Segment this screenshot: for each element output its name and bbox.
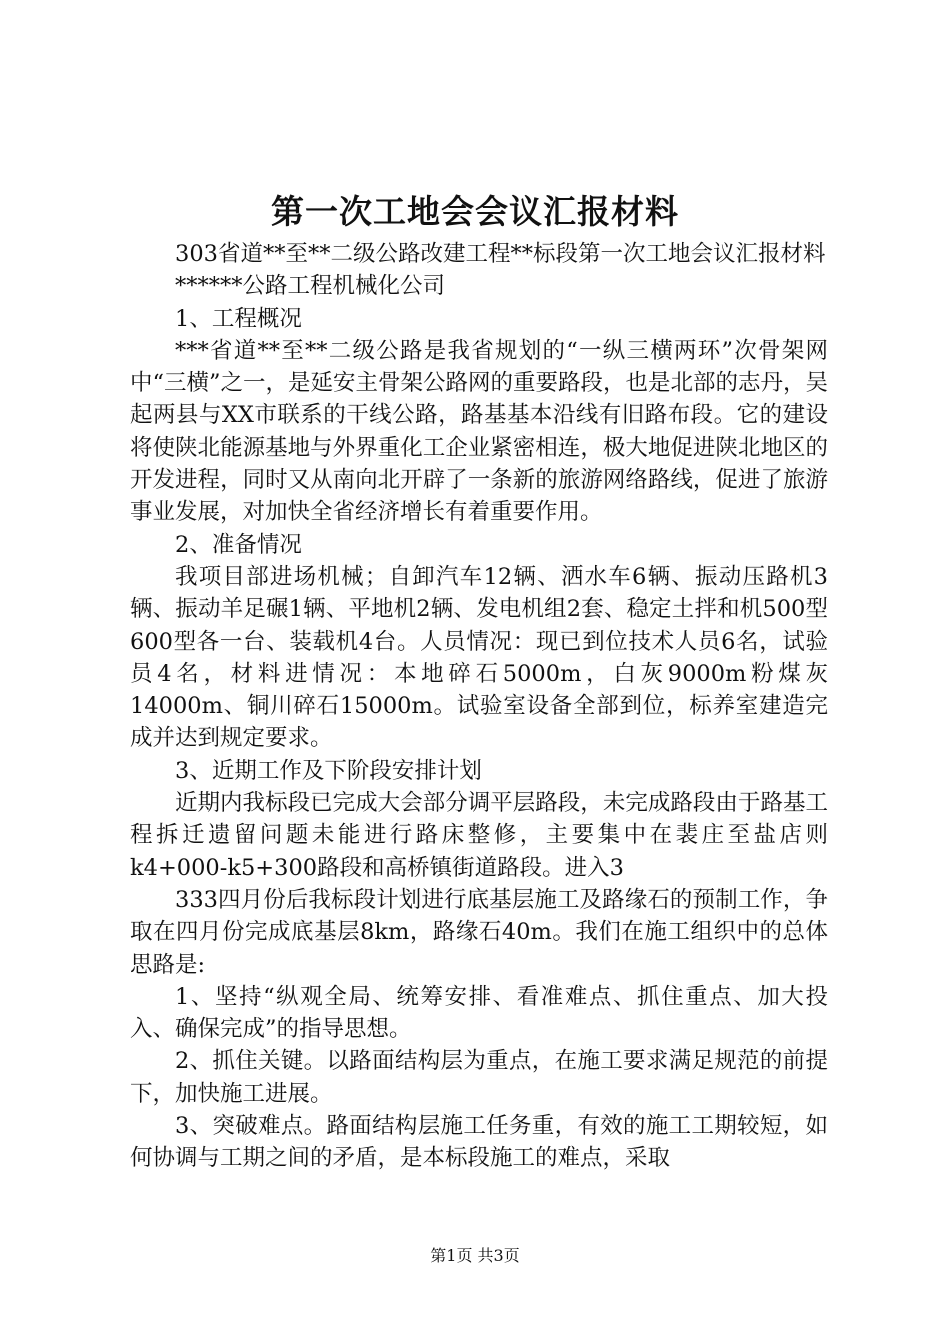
document-body: [130, 238, 828, 1175]
company-name: ******公路工程机械化公司: [175, 273, 446, 300]
list-item-difficulties: 3、突破难点。路面结构层施工任务重，有效的施工工期较短，如何协调与工期之间的矛盾，是本标段施工的难点，采取: [130, 1113, 828, 1172]
section-heading-overview: 1、工程概况: [175, 305, 302, 332]
document-title: 第一次工地会会议汇报材料: [271, 192, 679, 231]
list-item-key-points: 2、抓住关键。以路面结构层为重点，在施工要求满足规范的前提下，加快施工进展。: [130, 1048, 828, 1107]
plan-paragraph-continued: 333四月份后我标段计划进行底基层施工及路缘石的预制工作，争取在四月份完成底基层8km，路缘石40m。我们在施工组织中的总体思路是:: [130, 886, 828, 978]
subtitle-paragraph: 303省道**至**二级公路改建工程**标段第一次工地会议汇报材料: [175, 241, 826, 267]
section-heading-preparation: 2、准备情况: [175, 531, 302, 558]
plan-paragraph: 近期内我标段已完成大会部分调平层路段，未完成路段由于路基工程拆迁遗留问题未能进行路床整修，主要集中在裴庄至盐店则k4+000-k5+300路段和高桥镇街道路段。进入3: [130, 790, 828, 881]
section-heading-plan: 3、近期工作及下阶段安排计划: [175, 757, 482, 784]
preparation-paragraph: 我项目部进场机械；自卸汽车12辆、洒水车6辆、振动压路机3辆、振动羊足碾1辆、平地机2辆、发电机组2套、稳定土拌和机500型600型各一台、装载机4台。人员情况：现已到位技术人员6名，试验员4名，材料进情况：本地碎石5000m，白灰9000m粉煤灰14000m、铜川碎石15000m。试验室设备全部到位，标养室建造完成并达到规定要求。: [130, 563, 828, 752]
list-item-principle: 1、坚持“纵观全局、统筹安排、看准难点、抓住重点、加大投入、确保完成”的指导思想。: [130, 983, 828, 1043]
page-footer: 第1页 共3页: [430, 1246, 520, 1265]
overview-paragraph: ***省道**至**二级公路是我省规划的“一纵三横两环”次骨架网中“三横”之一，是延安主骨架公路网的重要路段，也是北部的志丹，吴起两县与XX市联系的干线公路，路基基本沿线有旧路布段。它的建设将使陕北能源基地与外界重化工企业紧密相连，极大地促进陕北地区的开发进程，同时又从南向北开辟了一条新的旅游网络路线，促进了旅游事业发展，对加快全省经济增长有着重要作用。: [130, 337, 829, 526]
